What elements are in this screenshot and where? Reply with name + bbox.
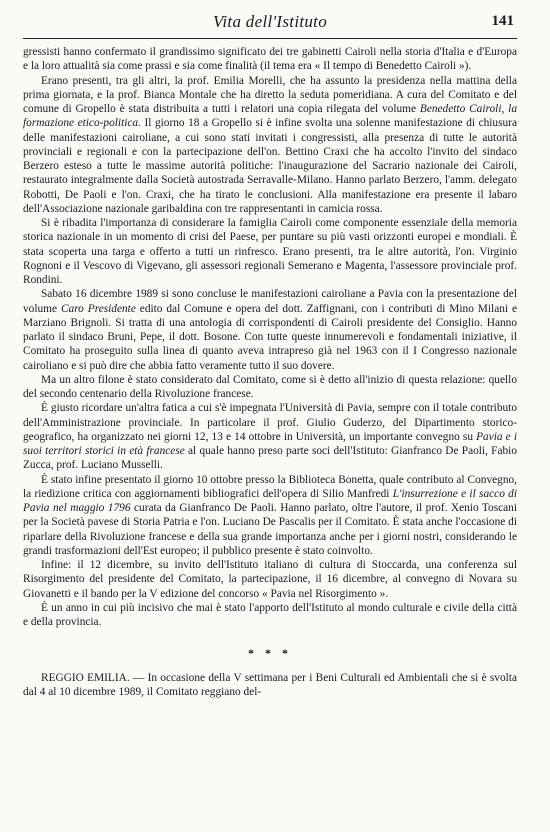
paragraph [23, 287, 517, 373]
running-header [23, 10, 517, 36]
text-run: Il giorno 18 a Gropello si è infine svolta una solenne manifestazione di chiusura delle manifestazioni cairoliane, a cui sono stati invitati i congressisti, alla presenza di tutte le autorità provinciali e regionali e con la partecipazione dell'on. Bettino Craxi che ha accolto l'invito del sindaco Berzero esteso a tutte le massime autorità politiche: l'inaugurazione del Sacrario nazionale dei Cairoli, restaurato integralmente dalla Società autostrada Serravalle-Milano. Hanno parlato Berzero, l'amm. delegato Robotti, De Paoli e l'on. Craxi, che ha tirato le conclusioni. Alla manifestazione era presente il labaro dell'Associazione nazionale garibaldina con tre rappresentanti in camicia rossa. [23, 117, 517, 215]
header-rule [23, 38, 517, 39]
text-run: È giusto ricordare un'altra fatica a cui s'è impegnata l'Università di Pavia, sempre con il totale contributo dell'Amministrazione provinciale. In particolare il prof. Giulio Guderzo, del Dipartimento storico-geografico, ha organizzato nei giorni 12, 13 e 14 ottobre in Università, un importante convegno su [23, 402, 517, 443]
text-run: Erano presenti, tra gli altri, la prof. Emilia Morelli, che ha assunto la presidenza nella mattina della prima giornata, e la prof. Bianca Montale che ha diretto la seduta pomeridiana. A cura del Comitato e del comune di Gropello è stata distribuita a tutti i relatori una copia rilegata del volume [23, 74, 517, 115]
paragraph [23, 473, 517, 559]
text-run: È stato infine presentato il giorno 10 ottobre presso la Biblioteca Bonetta, quale contributo al Convegno, la riedizione critica con aggiornamenti bibliografici dell'opera di Silio Manfredi [23, 473, 517, 500]
paragraph: Infine: il 12 dicembre, su invito dell'Istituto italiano di cultura di Stoccarda, una conferenza sul Risorgimento del presidente del Comitato, la partecipazione, il 16 dicembre, al convegno di Novara su Giovanetti e il bando per la V edizione del concorso « Pavia nel Risorgimento ». [23, 559, 517, 600]
book-title: Benedetto Cairoli, la formazione etico-politica. [23, 103, 517, 130]
book-title: Caro Presidente [60, 302, 136, 315]
section-separator: * * * [248, 646, 292, 661]
page-number: 141 [491, 13, 514, 29]
running-title: Vita dell'Istituto [212, 12, 327, 31]
text-run: edito dal Comune e opera del dott. Zaffignani, con i contributi di Mino Milani e Marziano Brignoli. Si tratta di una antologia di corrispondenti di Cairoli presidente del Consiglio. Hanno parlato il sindaco Bruni, Pepe, il dott. Bosone. Con tutte queste innumerevoli e fondamentali iniziative, il Comitato ha proseguito sulla linea di quanto aveva intrapreso già nel 1963 con il I Congresso nazionale cairoliano e si può dire che abbia fatto veramente tutto il suo dovere. [23, 302, 518, 372]
paragraph [23, 74, 517, 217]
conference-title: Pavia e i suoi territori storici in età francese [23, 430, 517, 457]
paragraph [23, 401, 517, 472]
text-run: Sabato 16 dicembre 1989 si sono concluse le manifestazioni cairoliane a Pavia con la presentazione del volume [23, 288, 517, 315]
text-run: curata da Gianfranco De Paoli. Hanno parlato, oltre l'autore, il prof. Xenio Toscani per la Società pavese di Storia Patria e l'on. Luciano De Pascalis per il Comitato. È stata anche l'occasione di riparlare della Rivoluzione francese e della sua grande importanza anche per i giorni nostri, considerando le grandi trasformazioni dell'Est europeo; il pubblico presente è stato coinvolto. [23, 502, 518, 557]
paragraph: Si è ribadita l'importanza di considerare la famiglia Cairoli come componente essenziale della memoria storica nazionale in un momento di crisi del Paese, per puntare su più vasti orizzonti europei e mondiali. È stata scoperta una targa e offerto a tutti un rinfresco. Erano presenti, tra le altre autorità, l'on. Virginio Rognoni e il Vescovo di Vigevano, gli assessori regionali Semerano e Magenta, l'assessore provinciale prof. Rondini. [23, 217, 517, 286]
text-run: al quale hanno preso parte soci dell'Istituto: Gianfranco De Paoli, Fabio Zucca, prof. Luciano Musselli. [23, 445, 518, 472]
paragraph: È un anno in cui più incisivo che mai è stato l'apporto dell'Istituto al mondo culturale e civile della città e della provincia. [23, 601, 517, 628]
paragraph: gressisti hanno confermato il grandissimo significato dei tre gabinetti Cairoli nella storia d'Italia e d'Europa e la loro attualità sia come prassi e sia come finalità (il tema era « Il tempo di Benedetto Cairoli »). [23, 46, 517, 73]
body-text [23, 45, 517, 699]
paragraph: REGGIO EMILIA. — In occasione della V settimana per i Beni Culturali ed Ambientali che si è svolta dal 4 al 10 dicembre 1989, il Comitato reggiano del- [23, 671, 517, 698]
paragraph: Ma un altro filone è stato considerato dal Comitato, come si è detto all'inizio di questa relazione: quello del secondo centenario della Rivoluzione francese. [23, 373, 517, 400]
book-title: L'insurrezione e il sacco di Pavia nel maggio 1796 [23, 487, 518, 514]
